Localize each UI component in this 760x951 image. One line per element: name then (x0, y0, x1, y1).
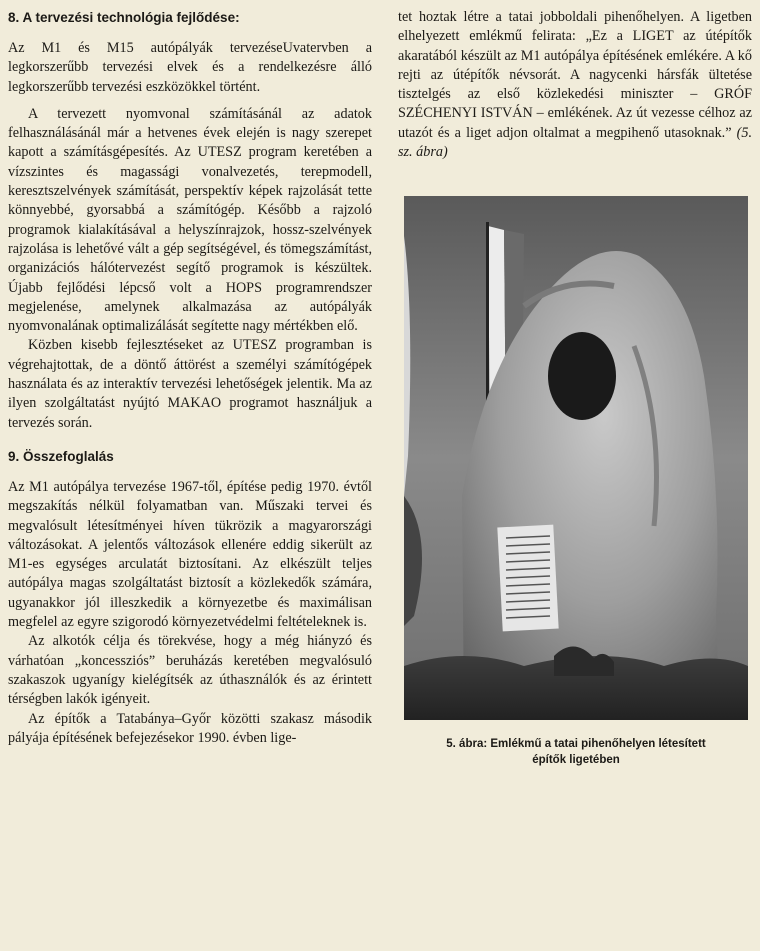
s8-paragraph-1: Az M1 és M15 autópályák tervezéseUvatervben a legkorszerűbb tervezési elvek és a rendelkezésre álló legkorszerűbb tervezési eszközökkel történt. (8, 40, 372, 95)
section-9-heading: 9. Összefoglalás (8, 448, 114, 464)
monument-photo-image (404, 196, 748, 720)
s8-paragraph-2: A tervezett nyomvonal számításánál az adatok felhasználásánál már a hetvenes évek elején is nagy szerepet kapott a számításgépesítés. Az UTESZ program keretében a vízszintes és magassági vonalvezetés, terepmodell, keresztszelvények számítását, perspektív képek rajzolását tette könnyebbé, gyorsabbá a számítógép. Később a rajzoló programok kialakításával a helyszínrajzok, hossz-szelvények rajzolása is lehetővé vált a gép segítségével, és tömegszámítást, organizációs hálótervezést segítő programok is készültek. Újabb fejlődési lépcső volt a HOPS programrendszer megjelenése, amelynek alkalmazása az autópályák nyomvonalának optimalizálását segítette nagy mértékben elő. (8, 105, 372, 335)
caption-line-2: építők ligetében (532, 754, 620, 766)
s9-paragraph-3: Az építők a Tatabánya–Győr közötti szakasz második pályája építésének befejezésekor 1990. évben lige- (8, 710, 372, 746)
caption-line-1: 5. ábra: Emlékmű a tatai pihenőhelyen létesített (446, 738, 706, 750)
right-paragraph-text: tet hoztak létre a tatai jobboldali pihenőhelyen. A ligetben elhelyezett emlékmű felirata: „Ez a LIGET az útépítők akaratából készült az M1 autópálya építésének emlékére. A kő rejti az útépítők névsorát. A nagycenki hársfák ültetése tisztelgés az első közlekedési miniszter – GRÓF SZÉCHENYI ISTVÁN – emlékének. Az út vezesse célhoz az utazót és a liget adjon oltalmat a megpihenő utasoknak.” (398, 9, 752, 141)
section-8-heading: 8. A tervezési technológia fejlődése: (8, 10, 240, 25)
left-column (8, 8, 372, 748)
figure-reference: (5. sz. ábra) (398, 124, 752, 161)
s9-paragraph-1: Az M1 autópálya tervezése 1967-től, építése pedig 1970. évtől megszakítás nélkül folyamatban van. Műszaki tervei és megvalósult létesítményei híven tükrözik a magyarországi változásokat. A jelentős változások ellenére eddig sikerült az M1-es egységes arculatát biztosítani. Az elkészült teljes autópálya magas szolgáltatást biztosít a közlekedők számára, ugyanakkor jól illeszkedik a környezetbe és maximálisan megfelel az egyre szigorodó környezetvédelmi feltételeknek is. (8, 478, 372, 631)
figure-caption (404, 736, 748, 768)
right-column (398, 8, 752, 162)
s8-paragraph-3: Közben kisebb fejlesztéseket az UTESZ programban is végrehajtottak, de a döntő áttörést a személyi számítógépek használata és az interaktív tervezési lehetőségek jelentik. Ma az ilyen szolgáltatást nyújtó MAKAO programot használjuk a tervezés során. (8, 337, 372, 431)
s9-paragraph-2: Az alkotók célja és törekvése, hogy a még hiányzó és várhatóan „koncessziós” beruházás keretében megvalósuló szakaszok ugyanígy kielégítsék az úthasználók és az érintett térségben lakók igényeit. (8, 633, 372, 708)
monument-photo (404, 196, 748, 720)
right-paragraph (398, 8, 752, 162)
